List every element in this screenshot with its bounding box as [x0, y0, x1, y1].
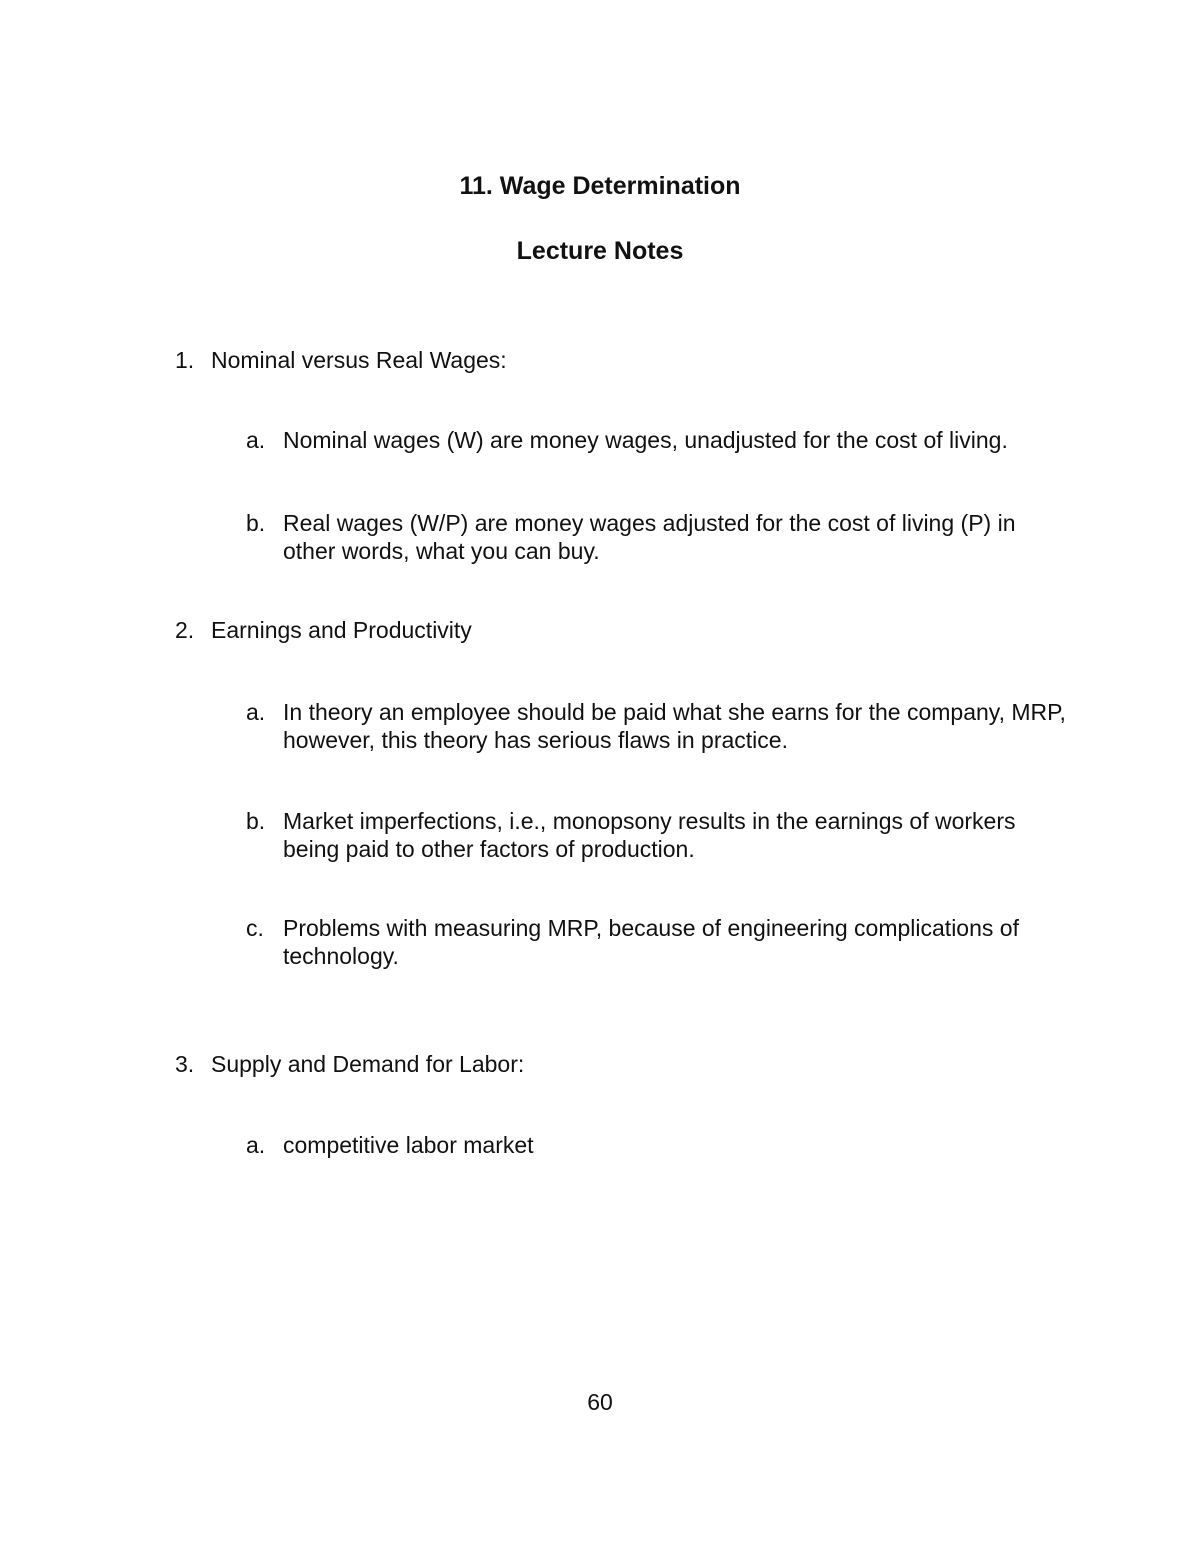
- chapter-title: 11. Wage Determination: [459, 172, 741, 200]
- section-heading: [175, 616, 472, 644]
- section-number: 2.: [175, 617, 195, 643]
- list-item-text: Problems with measuring MRP, because of engineering complications of technology.: [283, 915, 1019, 969]
- section-heading-text: Earnings and Productivity: [211, 617, 472, 643]
- list-item-letter: a.: [246, 427, 266, 453]
- list-item-text: Market imperfections, i.e., monopsony results in the earnings of workers being paid to other factors of production.: [283, 808, 1016, 862]
- list-item: [246, 426, 1066, 454]
- page-subtitle: Lecture Notes: [516, 237, 684, 265]
- section-heading: [175, 346, 507, 374]
- list-item-letter: a.: [246, 699, 266, 725]
- list-item-text: In theory an employee should be paid what she earns for the company, MRP, however, this theory has serious flaws in practice.: [283, 699, 1066, 753]
- section-heading-text: Nominal versus Real Wages:: [211, 347, 507, 373]
- section-number: 3.: [175, 1051, 195, 1077]
- page-number: 60: [587, 1389, 613, 1415]
- list-item: [246, 914, 1066, 970]
- list-item: [246, 807, 1066, 863]
- list-item-letter: b.: [246, 808, 266, 834]
- list-item-text: Nominal wages (W) are money wages, unadjusted for the cost of living.: [283, 427, 1008, 453]
- list-item-text: competitive labor market: [283, 1132, 534, 1158]
- list-item-letter: b.: [246, 510, 266, 536]
- list-item-text: Real wages (W/P) are money wages adjusted for the cost of living (P) in other words, what you can buy.: [283, 510, 1016, 564]
- list-item: [246, 1131, 1066, 1159]
- list-item: [246, 698, 1066, 754]
- section-number: 1.: [175, 347, 195, 373]
- section-heading-text: Supply and Demand for Labor:: [211, 1051, 525, 1077]
- list-item: [246, 509, 1066, 565]
- section-heading: [175, 1050, 524, 1078]
- list-item-letter: a.: [246, 1132, 266, 1158]
- list-item-letter: c.: [246, 915, 264, 941]
